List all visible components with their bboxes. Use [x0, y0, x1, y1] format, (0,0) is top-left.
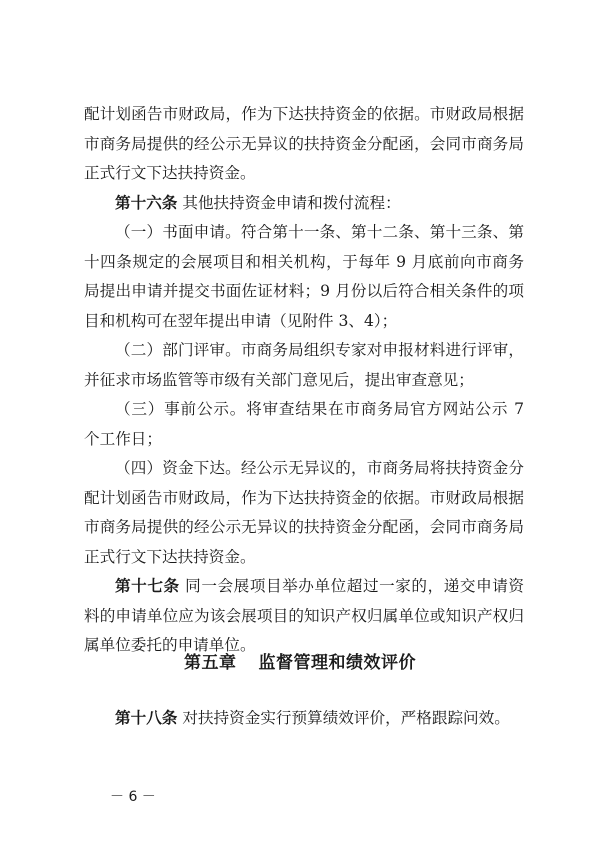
paragraph-article-17: 第十七条 同一会展项目举办单位超过一家的，递交申请资料的申请单位应为该会展项目的知识产权归属单位或知识产权归属单位委托的申请单位。	[84, 577, 524, 654]
article-label: 第十七条	[115, 577, 180, 595]
page-number: － 6 －	[110, 789, 156, 805]
paragraph-item-4: （四）资金下达。经公示无异议的，市商务局将扶持资金分配计划函告市财政局，作为下达扶持资金的依据。市财政局根据市商务局提供的经公示无异议的扶持资金分配函，会同市商务局正式行文下达扶持资金。	[84, 459, 524, 566]
paragraph-item-1: （一）书面申请。符合第十一条、第十二条、第十三条、第十四条规定的会展项目和相关机构，于每年 9 月底前向市商务局提出申请并提交书面佐证材料；9 月份以后符合相关条件的项目和机构可在翌年提出申请（见附件 3、4）；	[84, 223, 524, 330]
article-label: 第十八条	[115, 709, 178, 727]
paragraph-continuation: 配计划函告市财政局，作为下达扶持资金的依据。市财政局根据市商务局提供的经公示无异议的扶持资金分配函，会同市商务局正式行文下达扶持资金。	[84, 105, 524, 182]
paragraph-article-18: 第十八条 对扶持资金实行预算绩效评价，严格跟踪问效。	[115, 709, 510, 727]
body-text	[84, 100, 524, 661]
chapter-heading	[0, 648, 600, 673]
paragraph-item-2: （二）部门评审。市商务局组织专家对申报材料进行评审，并征求市场监管等市级有关部门意见后，提出审查意见；	[84, 341, 524, 389]
paragraph-article-16: 第十六条 其他扶持资金申请和拨付流程：	[115, 193, 401, 212]
chapter-number: 第五章	[184, 653, 237, 673]
article-label: 第十六条	[115, 193, 178, 212]
paragraph-item-3: （三）事前公示。将审查结果在市商务局官方网站公示 7 个工作日；	[84, 400, 524, 448]
chapter-title: 监督管理和绩效评价	[258, 653, 416, 673]
